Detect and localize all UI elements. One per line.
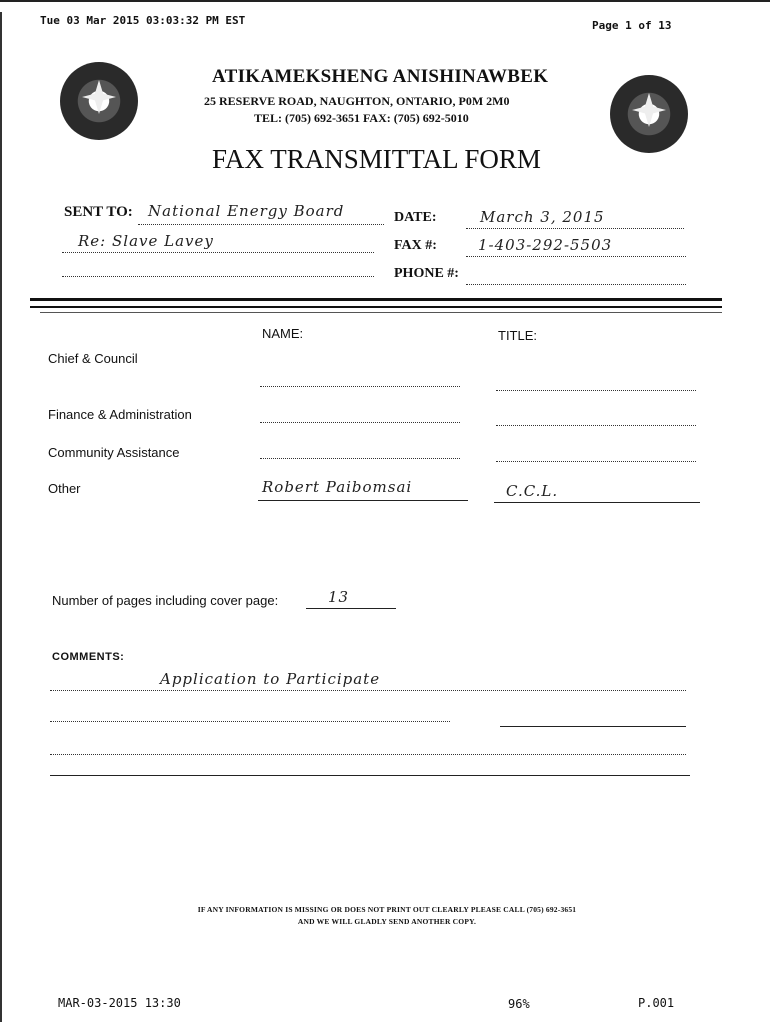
title-column-header: TITLE: bbox=[498, 328, 538, 343]
sent-to-line-3 bbox=[62, 276, 374, 277]
comments-line-2a bbox=[50, 721, 450, 722]
pages-value: 13 bbox=[328, 588, 350, 606]
row-name-line bbox=[258, 500, 468, 501]
sent-to-value: National Energy Board bbox=[148, 202, 345, 220]
row-title-line bbox=[494, 502, 700, 503]
fax-label: FAX #: bbox=[394, 238, 437, 253]
sent-to-label: SENT TO: bbox=[64, 204, 133, 220]
phone-label: PHONE #: bbox=[394, 266, 459, 281]
date-value: March 3, 2015 bbox=[480, 208, 605, 226]
sent-to-value-2: Re: Slave Lavey bbox=[78, 232, 214, 250]
divider-thin bbox=[30, 306, 722, 308]
org-address: 25 RESERVE ROAD, NAUGHTON, ONTARIO, P0M 2M0 bbox=[204, 94, 510, 108]
top-edge bbox=[0, 0, 770, 2]
row-title-line bbox=[496, 461, 696, 462]
org-contact: TEL: (705) 692-3651 FAX: (705) 692-5010 bbox=[254, 111, 469, 125]
right-seal-icon bbox=[610, 75, 688, 153]
fax-line bbox=[466, 256, 686, 257]
row-title-line bbox=[496, 425, 696, 426]
comments-label: COMMENTS: bbox=[52, 651, 125, 663]
row-name-other: Robert Paibomsai bbox=[262, 478, 413, 496]
comments-line-2b bbox=[500, 726, 686, 727]
row-name-line bbox=[260, 386, 460, 387]
phone-line bbox=[466, 284, 686, 285]
footer-note-line-1: IF ANY INFORMATION IS MISSING OR DOES NOT PRINT OUT CLEARLY PLEASE CALL (705) 692-3651 bbox=[197, 905, 577, 914]
divider-thick bbox=[30, 298, 722, 301]
row-name-line bbox=[260, 422, 460, 423]
form-title: FAX TRANSMITTAL FORM bbox=[212, 144, 541, 174]
org-name: ATIKAMEKSHENG ANISHINAWBEK bbox=[212, 66, 549, 87]
date-label: DATE: bbox=[394, 210, 437, 225]
pages-line bbox=[306, 608, 396, 609]
row-label-finance-administration: Finance & Administration bbox=[48, 407, 192, 422]
footer-note-line-2: AND WE WILL GLADLY SEND ANOTHER COPY. bbox=[297, 917, 477, 926]
date-line bbox=[466, 228, 684, 229]
fax-footer-datetime: MAR-03-2015 13:30 bbox=[58, 996, 181, 1010]
pages-label: Number of pages including cover page: bbox=[52, 593, 279, 608]
fax-footer-percent: 96% bbox=[508, 997, 530, 1011]
comments-line-3 bbox=[50, 754, 686, 755]
left-seal-icon bbox=[60, 62, 138, 140]
row-label-community-assistance: Community Assistance bbox=[48, 445, 180, 460]
row-label-other: Other bbox=[48, 481, 81, 496]
comments-line-4 bbox=[50, 775, 690, 776]
sent-to-line-2 bbox=[62, 252, 374, 253]
sent-to-line-1 bbox=[138, 224, 384, 225]
fax-footer-page: P.001 bbox=[638, 996, 675, 1010]
name-column-header: NAME: bbox=[262, 326, 304, 341]
comments-line-1 bbox=[50, 690, 686, 691]
row-label-chief-council: Chief & Council bbox=[48, 351, 138, 366]
scan-edge bbox=[0, 12, 2, 1022]
fax-timestamp: Tue 03 Mar 2015 03:03:32 PM EST bbox=[40, 14, 246, 27]
divider-faint bbox=[40, 312, 722, 313]
row-name-line bbox=[260, 458, 460, 459]
fax-page-count: Page 1 of 13 bbox=[592, 19, 672, 32]
row-title-other: C.C.L. bbox=[506, 482, 559, 500]
fax-value: 1-403-292-5503 bbox=[478, 236, 613, 254]
comments-value: Application to Participate bbox=[160, 670, 381, 688]
row-title-line bbox=[496, 390, 696, 391]
